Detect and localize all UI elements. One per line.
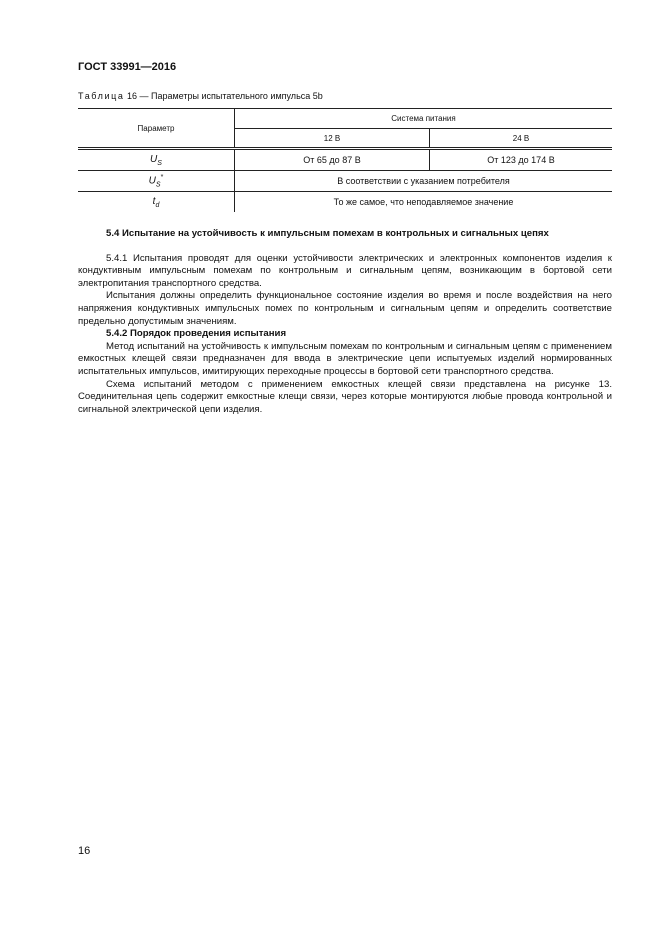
subsection-heading: 5.4.2 Порядок проведения испытания — [106, 328, 287, 340]
section-heading: 5.4 Испытание на устойчивость к импульсным помехам в контрольных и сигнальных цепях — [106, 228, 549, 239]
value-merged: То же самое, что неподавляемое значение — [235, 192, 613, 213]
param-symbol: $U_S$ — [78, 149, 235, 171]
table-caption-label: Таблица — [78, 91, 125, 101]
table-row — [78, 171, 612, 192]
page-number: 16 — [78, 845, 91, 857]
col-header-24v: 24 В — [430, 129, 613, 149]
param-symbol: $U_S^*$ — [78, 171, 235, 192]
value-merged: В соответствии с указанием потребителя — [235, 171, 613, 192]
param-symbol: $t_d$ — [152, 195, 160, 209]
parameters-table — [78, 108, 612, 212]
paragraph: Испытания должны определить функциональное состояние изделия во время и после воздействия на него напряжения кондуктивных импульсных помех по контрольным и сигнальным цепям и определить соответствие предельно допустимым значениям. — [78, 290, 612, 327]
table-caption-text: 16 — Параметры испытательного импульса 5b — [124, 91, 323, 101]
document-code: ГОСТ 33991—2016 — [78, 61, 177, 73]
paragraph: 5.4.1 Испытания проводят для оценки устойчивости электрических и электронных компонентов изделия к кондуктивным импульсным помехам по контрольным и сигнальным цепям, возникающим в бортовой сети электропитания транспортного средства. — [78, 252, 612, 289]
table-row — [78, 192, 612, 213]
paragraph: Метод испытаний на устойчивость к импульсным помехам по контрольным и сигнальным цепям с применением емкостных клещей связи предназначен для ввода в электрические цепи испытуемых изделий нормированных испытательных импульсов, имитирующих переходные процессы в бортовой сети транспортного средства. — [78, 340, 612, 377]
paragraph: Схема испытаний методом с применением емкостных клещей связи представлена на рисунке 13. Соединительная цепь содержит емкостные клещи связи, через которые монтируются любые провода контрольной и сигнальной электрической цепи изделия. — [78, 378, 612, 415]
system-header: Система питания — [235, 109, 613, 129]
param-header: Параметр — [78, 109, 235, 149]
col-header-12v: 12 В — [235, 129, 430, 149]
table-row — [78, 149, 612, 171]
section-body — [78, 228, 612, 416]
table-caption — [78, 91, 323, 101]
value-24v: От 123 до 174 В — [430, 149, 613, 171]
value-12v: От 65 до 87 В — [235, 149, 430, 171]
